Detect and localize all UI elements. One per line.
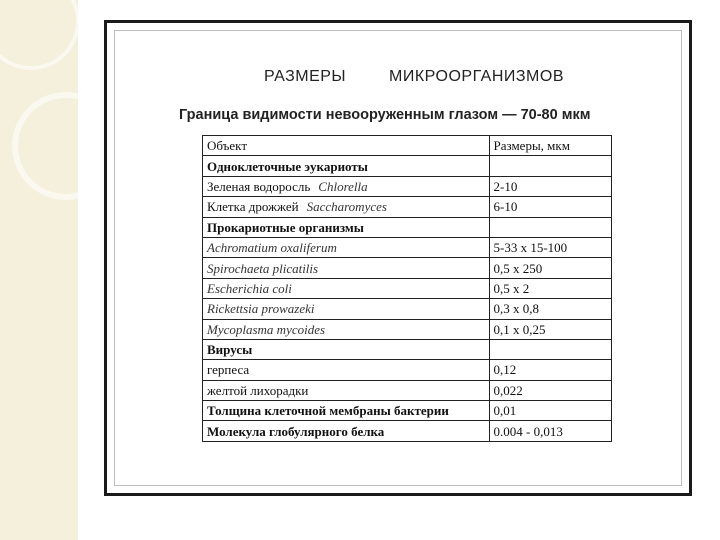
table-row: [203, 360, 612, 380]
object-cell: желтой лихорадки: [203, 380, 490, 400]
section-label: Вирусы: [203, 339, 490, 359]
table-section-row: [203, 156, 612, 176]
latin-name: Mycoplasma mycoides: [207, 321, 326, 337]
table-row: [203, 197, 612, 217]
size-cell: 5-33 х 15-100: [489, 237, 612, 257]
header-object: Объект: [203, 136, 490, 156]
size-cell: 0,01: [489, 401, 612, 421]
title-word-1: РАЗМЕРЫ: [264, 68, 347, 85]
table-row: [203, 258, 612, 278]
object-cell: [203, 197, 490, 217]
size-cell: 0,3 х 0,8: [489, 299, 612, 319]
table-section-row: [203, 217, 612, 237]
size-cell: 2-10: [489, 176, 612, 196]
size-cell: [489, 156, 612, 176]
table-row: [203, 401, 612, 421]
object-name: Зеленая водоросль: [207, 178, 311, 194]
object-cell: Молекула глобулярного белка: [203, 421, 490, 441]
size-cell: 0,5 х 2: [489, 278, 612, 298]
size-cell: 0,5 х 250: [489, 258, 612, 278]
table-row: [203, 278, 612, 298]
visibility-limit-subtitle: Граница видимости невооруженным глазом — 70-80 мкм: [179, 107, 591, 123]
object-cell: [203, 319, 490, 339]
latin-name: Saccharomyces: [306, 199, 387, 215]
object-cell: [203, 258, 490, 278]
size-cell: 0.004 - 0,013: [489, 421, 612, 441]
table-section-row: [203, 339, 612, 359]
table-header-row: [203, 136, 612, 156]
table-row: [203, 319, 612, 339]
decorative-ring: [0, 0, 80, 70]
microorganism-sizes-table: [202, 135, 612, 442]
slide-frame: [104, 20, 692, 496]
object-cell: герпеса: [203, 360, 490, 380]
slide-title: [264, 68, 564, 86]
section-label: Одноклеточные эукариоты: [203, 156, 490, 176]
sizes-table-wrap: [202, 135, 612, 442]
decorative-side-strip: [0, 0, 78, 540]
size-cell: [489, 339, 612, 359]
table-row: [203, 380, 612, 400]
latin-name: Rickettsia prowazeki: [207, 301, 315, 317]
size-cell: 0,1 х 0,25: [489, 319, 612, 339]
table-row: [203, 176, 612, 196]
latin-name: Spirochaeta plicatilis: [207, 260, 319, 276]
object-cell: [203, 237, 490, 257]
section-label: Прокариотные организмы: [203, 217, 490, 237]
title-word-2: МИКРООРГАНИЗМОВ: [389, 68, 564, 85]
header-size: Размеры, мкм: [489, 136, 612, 156]
table-row: [203, 237, 612, 257]
latin-name: Escherichia coli: [207, 280, 292, 296]
table-row: [203, 421, 612, 441]
size-cell: 6-10: [489, 197, 612, 217]
latin-name: Achromatium oxaliferum: [207, 240, 337, 256]
object-cell: [203, 176, 490, 196]
object-cell: [203, 299, 490, 319]
object-cell: [203, 278, 490, 298]
object-name: Клетка дрожжей: [207, 199, 299, 215]
object-cell: Толщина клеточной мембраны бактерии: [203, 401, 490, 421]
latin-name: Chlorella: [318, 178, 368, 194]
size-cell: 0,022: [489, 380, 612, 400]
size-cell: [489, 217, 612, 237]
table-row: [203, 299, 612, 319]
size-cell: 0,12: [489, 360, 612, 380]
